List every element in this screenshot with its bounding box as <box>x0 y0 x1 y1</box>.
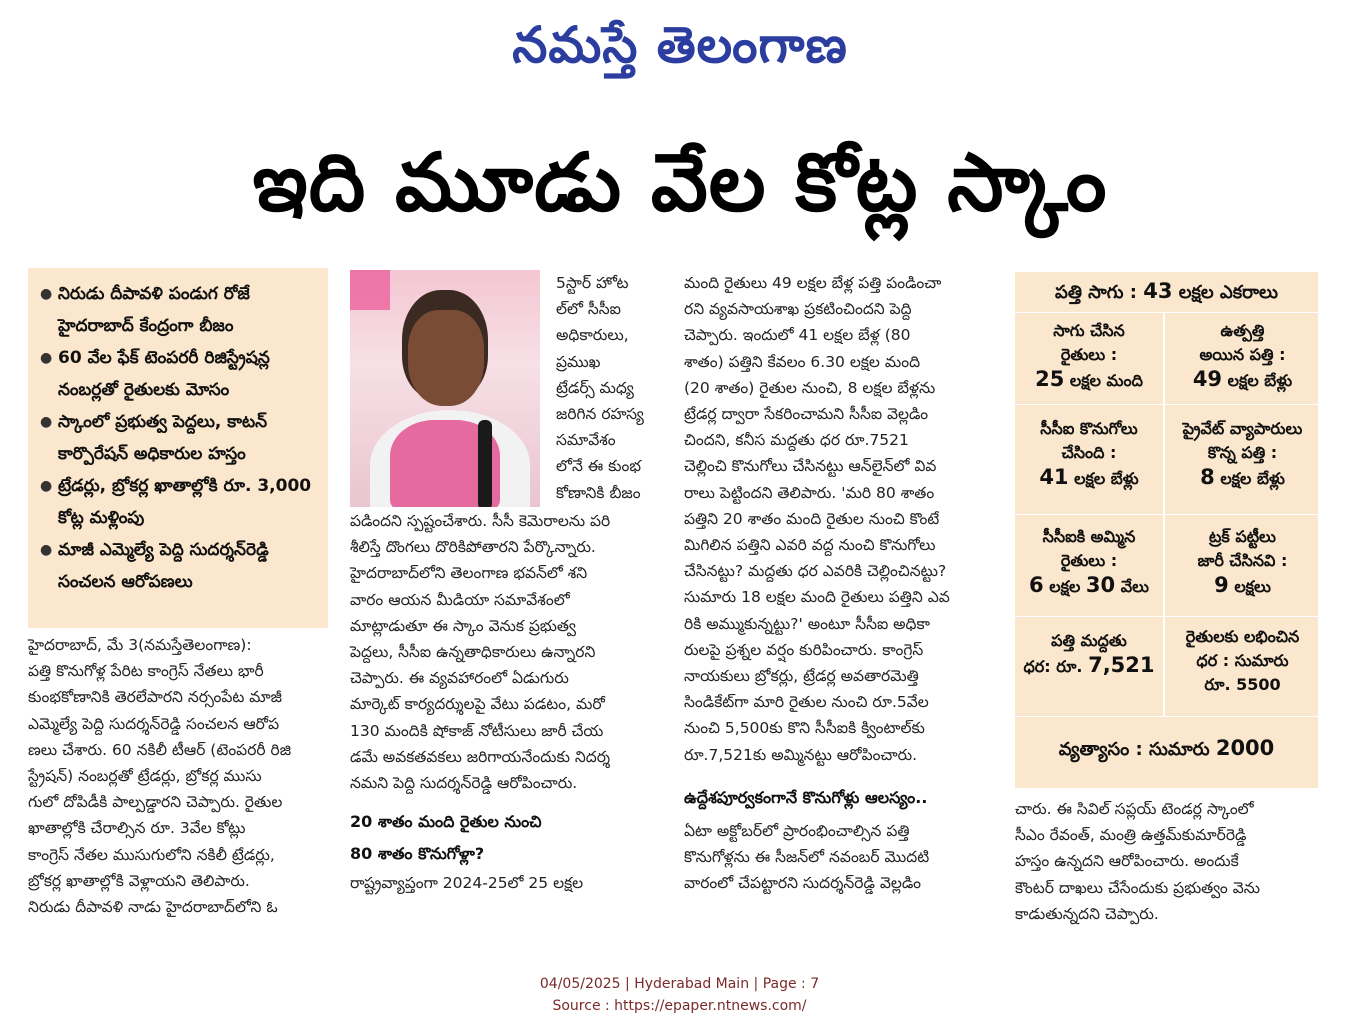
subheading: 80 శాతం కొనుగోళ్లా? <box>350 844 485 864</box>
highlight-item: ● 60 వేల ఫేక్ టెంపరరీ రిజిస్ట్రేషన్ల నంబర్లతో రైతులకు మోసం <box>40 348 270 400</box>
article-headline: ఇది మూడు వేల కోట్ల స్కాం <box>252 136 1108 229</box>
page-footer <box>0 973 1359 1017</box>
newspaper-masthead: నమస్తే తెలంగాణ <box>512 15 848 74</box>
footer-source: Source : https://epaper.ntnews.com/ <box>552 998 807 1014</box>
article-column-2-top: 5స్టార్ హోట ల్‌లో సీసీఐ అధికారులు, ప్రముఖ ట్రేడర్స్ మధ్య జరిగిన రహస్య సమావేశం లోనే ఈ కుంభ కోణానికి బీజం <box>556 274 644 502</box>
microphone-icon <box>478 420 492 507</box>
stats-row-1: సాగు చేసిన రైతులు : 25 లక్షల మంది ఉత్పత్తి అయిన పత్తి : 49 లక్షల బేళ్లు <box>1015 312 1318 404</box>
footer-edition: 04/05/2025 | Hyderabad Main | Page : 7 <box>539 976 820 992</box>
highlight-item: ● నిరుడు దీపావళి పండుగ రోజే హైదరాబాద్ కేంద్రంగా బీజం <box>40 284 250 336</box>
stats-row-3: సీసీఐకి అమ్మిన రైతులు : 6 లక్షల 30 వేలు ట్రక్ పట్టీలు జారీ చేసినవి : 9 లక్షలు <box>1015 514 1318 616</box>
stats-table <box>1015 272 1318 788</box>
stats-row-difference: వ్యత్యాసం : సుమారు 2000 <box>1015 716 1318 788</box>
highlights-box <box>28 268 328 628</box>
stats-row-2: సీసీఐ కొనుగోలు చేసింది : 41 లక్షల బేళ్లు ప్రైవేట్ వ్యాపారులు కొన్న పత్తి : 8 లక్షల బేళ్లు <box>1015 404 1318 514</box>
speaker-photo <box>350 270 540 507</box>
stats-row-4: పత్తి మద్దతు ధర: రూ. 7,521 రైతులకు లభించిన ధర : సుమారు రూ. 5500 <box>1015 616 1318 716</box>
article-column-3: మంది రైతులు 49 లక్షల బేళ్ల పత్తి పండించా రని వ్యవసాయశాఖ ప్రకటించిందని పెద్ది చెప్పారు. ఇందులో 41 లక్షల బేళ్ల (80 శాతం) పత్తిని కేవలం 6.30 లక్షల మంది (20 శాతం) రైతుల నుంచి, 8 లక్షల బేళ్లను ట్రేడర్ల ద్వారా సేకరించామని సీసీఐ వెల్లడిం చిందని, కనీస మద్దతు ధర రూ.7521 చెల్లించి కొనుగోలు చేసినట్టు ఆన్‌లైన్‌లో వివ రాలు పెట్టిందని తెలిపారు. 'మరి 80 శాతం పత్తిని 20 శాతం మంది రైతుల నుంచి కొంటే మిగిలిన పత్తిని ఎవరి వద్ద నుంచి కొనుగోలు చేసినట్టు? మద్దతు ధర ఎవరికి చెల్లించినట్టు? సుమారు 18 లక్షల మంది రైతులు పత్తిని ఎవ రికి అమ్ముకున్నట్టు?' అంటూ సీసీఐ అధికా రులపై ప్రశ్నల వర్షం కురిపించారు. కాంగ్రెస్ నాయకులు బ్రోకర్లు, ట్రేడర్ల అవతారమెత్తి సిండికేట్‌గా మారి రైతుల నుంచి రూ.5వేల నుంచి 5,500కు కొని సీసీఐకి క్వింటాల్‌కు రూ.7,521కు అమ్మినట్టు ఆరోపించారు. ఉద్దేశపూర్వకంగానే కొనుగోళ్లు ఆలస్యం.. ఏటా అక్టోబర్‌లో ప్రారంభించాల్సిన పత్తి కొనుగోళ్లను ఈ సీజన్‌లో నవంబర్ మొదటి వారంలో చేపట్టారని సుదర్శన్‌రెడ్డి వెల్లడిం <box>684 270 992 896</box>
stats-row-total-area: పత్తి సాగు : 43 లక్షల ఎకరాలు <box>1055 279 1278 303</box>
article-column-2: పడిందని స్పష్టంచేశారు. సీసీ కెమెరాలను పరి శీలిస్తే దొంగలు దొరికిపోతారని పేర్కొన్నారు. హైదరాబాద్‌లోని తెలంగాణ భవన్‌లో శని వారం ఆయన మీడియా సమావేశంలో మాట్లాడుతూ ఈ స్కాం వెనుక ప్రభుత్వ పెద్దలు, సీసీఐ ఉన్నతాధికారులు ఉన్నారని చెప్పారు. ఈ వ్యవహారంలో ఏడుగురు మార్కెట్ కార్యదర్శులపై వేటు పడటం, మరో 130 మందికి షోకాజ్ నోటీసులు జారీ చేయ డమే అవకతవకలు జరిగాయనేందుకు నిదర్శ నమని పెద్ది సుదర్శన్‌రెడ్డి ఆరోపించారు. 20 శాతం మంది రైతుల నుంచి 80 శాతం కొనుగోళ్లా? రాష్ట్రవ్యాప్తంగా 2024-25లో 25 లక్షల <box>350 508 676 896</box>
article-column-4: చారు. ఈ సివిల్ సప్లయ్ టెండర్ల స్కాంలో సీఎం రేవంత్, మంత్రి ఉత్తమ్‌కుమార్‌రెడ్డి హస్తం ఉన్నదని ఆరోపించారు. అందుకే కౌంటర్ దాఖలు చేసేందుకు ప్రభుత్వం వెను కాడుతున్నదని చెప్పారు. <box>1015 800 1260 923</box>
highlight-item: ● మాజీ ఎమ్మెల్యే పెద్ది సుదర్శన్‌రెడ్డి సంచలన ఆరోపణలు <box>40 540 269 592</box>
article-column-1: హైదరాబాద్, మే 3(నమస్తేతెలంగాణ): పత్తి కొనుగోళ్ల పేరిట కాంగ్రెస్ నేతలు భారీ కుంభకోణానికి తెరలేపారని నర్సంపేట మాజీ ఎమ్మెల్యే పెద్ది సుదర్శన్‌రెడ్డి సంచలన ఆరోప ణలు చేశారు. 60 నకిలీ టీఆర్ (టెంపరరీ రిజి స్ట్రేషన్) నంబర్లతో ట్రేడర్లు, బ్రోకర్ల ముసు గులో దోపిడీకి పాల్పడ్డారని చెప్పారు. రైతుల ఖాతాల్లోకి చేరాల్సిన రూ. 3వేల కోట్లు కాంగ్రెస్ నేతల ముసుగులోని నకిలీ ట్రేడర్లు, బ్రోకర్ల ఖాతాల్లోకి వెళ్లాయని తెలిపారు. నిరుడు దీపావళి నాడు హైదరాబాద్‌లోని ఓ <box>28 636 292 917</box>
subheading: ఉద్దేశపూర్వకంగానే కొనుగోళ్లు ఆలస్యం.. <box>684 787 928 807</box>
highlight-item: ● ట్రేడర్లు, బ్రోకర్ల ఖాతాల్లోకి రూ. 3,000 కోట్ల మళ్లింపు <box>40 476 312 528</box>
party-logo-icon <box>350 270 390 310</box>
subheading: 20 శాతం మంది రైతుల నుంచి <box>350 812 542 832</box>
highlight-item: ● స్కాంలో ప్రభుత్వ పెద్దలు, కాటన్ కార్పొరేషన్ అధికారుల హస్తం <box>40 412 268 464</box>
